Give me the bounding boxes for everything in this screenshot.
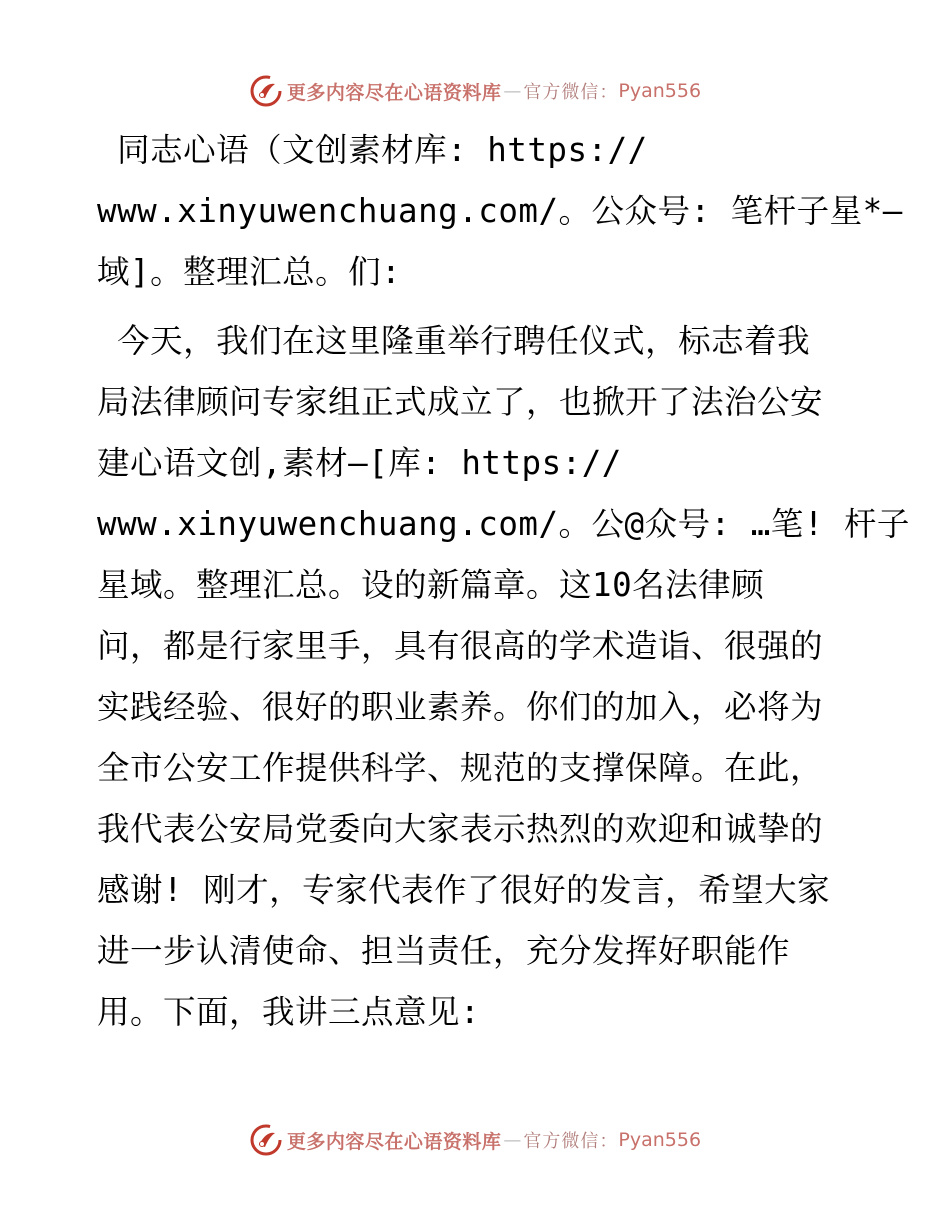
text-line: 局法律顾问专家组正式成立了，也掀开了法治公安: [97, 383, 824, 421]
document-body: [97, 120, 910, 1043]
text-line: 感谢! 刚才，专家代表作了很好的发言，希望大家: [97, 871, 831, 909]
banner-slogan: 更多内容尽在心语资料库: [286, 81, 502, 104]
paragraph-2: [97, 311, 910, 1043]
text-line: 域]。整理汇总。们:: [97, 253, 402, 291]
banner-slogan: 更多内容尽在心语资料库: [286, 1130, 502, 1153]
text-line: 全市公安工作提供科学、规范的支撑保障。在此，: [97, 749, 824, 787]
text-line: 建心语文创,素材—[库: https://: [97, 444, 622, 482]
banner-dash: —: [503, 1129, 522, 1151]
text-line: 同志心语（文创素材库: https://: [97, 131, 648, 169]
text-line: www.xinyuwenchuang.com/。公@众号: …笔! 杆子: [97, 505, 910, 543]
footer-watermark-banner: [0, 1120, 950, 1160]
brush-swirl-logo-icon: [249, 74, 283, 108]
text-line: www.xinyuwenchuang.com/。公众号: 笔杆子星*—: [97, 192, 903, 230]
text-line: 进一步认清使命、担当责任，充分发挥好职能作: [97, 932, 791, 970]
text-line: 用。下面，我讲三点意见:: [97, 993, 481, 1031]
brush-swirl-logo-icon: [249, 1123, 283, 1157]
banner-wechat-id: Pyan556: [618, 80, 702, 102]
text-line: 星域。整理汇总。设的新篇章。这10名法律顾: [97, 566, 765, 604]
text-line: 实践经验、很好的职业素养。你们的加入，必将为: [97, 688, 824, 726]
banner-dash: —: [503, 80, 522, 102]
text-line: 问，都是行家里手，具有很高的学术造诣、很强的: [97, 627, 824, 665]
text-line: 我代表公安局党委向大家表示热烈的欢迎和诚挚的: [97, 810, 824, 848]
banner-wechat-label: 官方微信：: [523, 82, 619, 103]
text-line: 今天，我们在这里隆重举行聘任仪式，标志着我: [97, 322, 811, 360]
banner-wechat-label: 官方微信：: [523, 1131, 619, 1152]
banner-wechat-id: Pyan556: [618, 1129, 702, 1151]
paragraph-1: [97, 120, 903, 303]
header-watermark-banner: [0, 71, 950, 111]
